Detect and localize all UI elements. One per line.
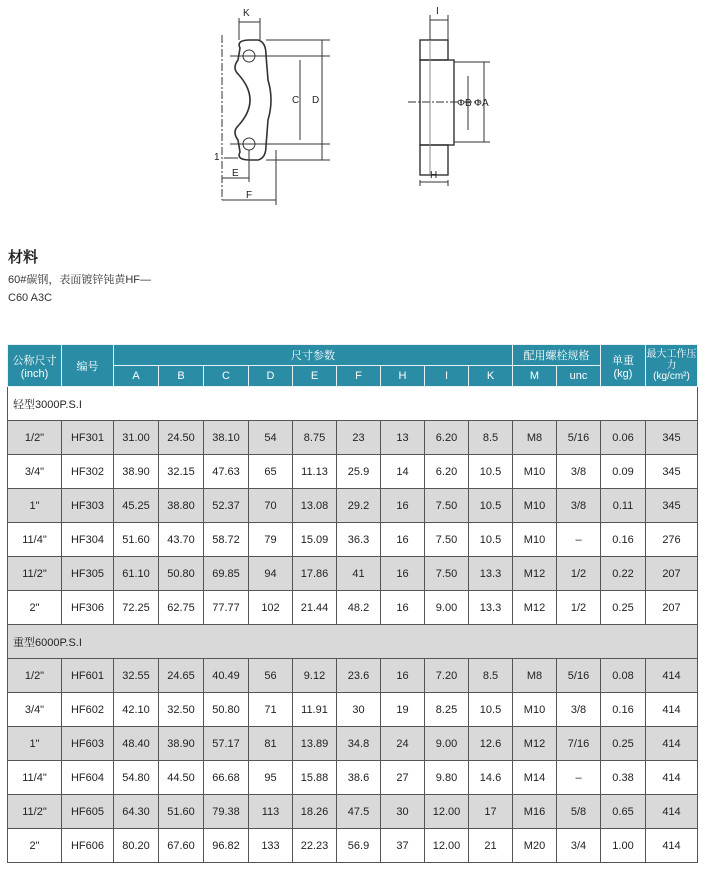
table-cell: 79 [249, 523, 293, 557]
table-cell: 0.08 [601, 659, 646, 693]
table-cell: 345 [646, 421, 698, 455]
table-cell: 0.16 [601, 523, 646, 557]
table-cell: HF305 [62, 557, 114, 591]
table-cell: 22.23 [293, 829, 337, 863]
table-cell: 44.50 [159, 761, 204, 795]
table-cell: 0.11 [601, 489, 646, 523]
table-cell: 8.75 [293, 421, 337, 455]
table-cell: 8.5 [469, 421, 513, 455]
table-cell: M12 [513, 557, 557, 591]
table-cell: 12.00 [425, 795, 469, 829]
table-cell: 66.68 [204, 761, 249, 795]
table-cell: 71 [249, 693, 293, 727]
table-cell: 207 [646, 557, 698, 591]
table-cell: – [557, 523, 601, 557]
table-cell: 276 [646, 523, 698, 557]
table-cell: M8 [513, 659, 557, 693]
table-cell: 1" [8, 489, 62, 523]
spec-table-body [8, 387, 698, 863]
table-cell: 1.00 [601, 829, 646, 863]
table-cell: 81 [249, 727, 293, 761]
table-cell: 0.38 [601, 761, 646, 795]
header-code: 编号 [62, 345, 114, 387]
dim-label-i: I [436, 6, 439, 17]
table-cell: HF604 [62, 761, 114, 795]
table-cell: 23 [337, 421, 381, 455]
table-cell: HF302 [62, 455, 114, 489]
table-cell: 414 [646, 727, 698, 761]
table-cell: 50.80 [159, 557, 204, 591]
table-cell: 11.91 [293, 693, 337, 727]
table-cell: 57.17 [204, 727, 249, 761]
table-row [8, 829, 698, 863]
table-cell: 17.86 [293, 557, 337, 591]
table-cell: 79.38 [204, 795, 249, 829]
table-cell: 32.55 [114, 659, 159, 693]
table-cell: 7.20 [425, 659, 469, 693]
table-cell: – [557, 761, 601, 795]
table-cell: 30 [337, 693, 381, 727]
table-cell: 16 [381, 659, 425, 693]
section-row [8, 625, 698, 659]
table-cell: HF605 [62, 795, 114, 829]
table-cell: M12 [513, 591, 557, 625]
table-cell: HF606 [62, 829, 114, 863]
table-cell: 2" [8, 829, 62, 863]
material-line-1: 60#碳钢，表面镀锌钝黄HF— [8, 274, 152, 286]
table-cell: 17 [469, 795, 513, 829]
table-cell: 8.25 [425, 693, 469, 727]
table-cell: 51.60 [159, 795, 204, 829]
table-cell: 207 [646, 591, 698, 625]
table-cell: 47.5 [337, 795, 381, 829]
table-cell: 11/2" [8, 795, 62, 829]
table-cell: 62.75 [159, 591, 204, 625]
table-cell: M14 [513, 761, 557, 795]
subheader-unc: unc [557, 366, 601, 387]
table-cell: 0.25 [601, 591, 646, 625]
dim-label-d: D [312, 95, 320, 106]
table-cell: 7/16 [557, 727, 601, 761]
table-row [8, 557, 698, 591]
table-cell: 14.6 [469, 761, 513, 795]
table-cell: 48.2 [337, 591, 381, 625]
table-cell: 15.09 [293, 523, 337, 557]
table-cell: M10 [513, 523, 557, 557]
table-cell: 21.44 [293, 591, 337, 625]
table-cell: 414 [646, 795, 698, 829]
table-row [8, 795, 698, 829]
table-cell: 16 [381, 489, 425, 523]
table-cell: 12.6 [469, 727, 513, 761]
table-cell: 414 [646, 829, 698, 863]
table-cell: 29.2 [337, 489, 381, 523]
table-cell: 24.50 [159, 421, 204, 455]
table-cell: 94 [249, 557, 293, 591]
table-cell: HF601 [62, 659, 114, 693]
section-label: 重型6000P.S.I [8, 625, 698, 659]
table-cell: 67.60 [159, 829, 204, 863]
table-cell: 34.8 [337, 727, 381, 761]
table-cell: 96.82 [204, 829, 249, 863]
table-cell: 12.00 [425, 829, 469, 863]
table-cell: 10.5 [469, 693, 513, 727]
table-cell: 1/2" [8, 421, 62, 455]
table-cell: 102 [249, 591, 293, 625]
table-cell: 345 [646, 455, 698, 489]
table-cell: 37 [381, 829, 425, 863]
table-cell: 3/4" [8, 455, 62, 489]
subheader-f: F [337, 366, 381, 387]
table-cell: 58.72 [204, 523, 249, 557]
subheader-k: K [469, 366, 513, 387]
table-cell: 0.06 [601, 421, 646, 455]
table-cell: 52.37 [204, 489, 249, 523]
table-cell: 1/2 [557, 557, 601, 591]
table-cell: 10.5 [469, 455, 513, 489]
section-row [8, 387, 698, 421]
header-dims: 尺寸参数 [114, 345, 513, 366]
table-cell: HF301 [62, 421, 114, 455]
table-cell: 21 [469, 829, 513, 863]
table-cell: 38.90 [159, 727, 204, 761]
table-cell: 72.25 [114, 591, 159, 625]
dim-label-1: 1 [214, 152, 220, 163]
material-title: 材料 [8, 249, 39, 266]
table-cell: 13.3 [469, 591, 513, 625]
table-cell: 31.00 [114, 421, 159, 455]
table-cell: 19 [381, 693, 425, 727]
table-cell: 24 [381, 727, 425, 761]
table-cell: 3/4 [557, 829, 601, 863]
table-cell: 38.80 [159, 489, 204, 523]
table-cell: M16 [513, 795, 557, 829]
table-cell: 80.20 [114, 829, 159, 863]
table-cell: 95 [249, 761, 293, 795]
table-cell: 113 [249, 795, 293, 829]
subheader-a: A [114, 366, 159, 387]
table-cell: 51.60 [114, 523, 159, 557]
table-cell: 54.80 [114, 761, 159, 795]
subheader-e: E [293, 366, 337, 387]
table-cell: 27 [381, 761, 425, 795]
table-cell: 13.08 [293, 489, 337, 523]
table-cell: 13.3 [469, 557, 513, 591]
table-cell: 36.3 [337, 523, 381, 557]
table-cell: 1/2 [557, 591, 601, 625]
table-cell: 1/2" [8, 659, 62, 693]
table-cell: 32.15 [159, 455, 204, 489]
table-cell: HF602 [62, 693, 114, 727]
table-cell: 5/8 [557, 795, 601, 829]
table-cell: 8.5 [469, 659, 513, 693]
dim-label-f: F [246, 190, 253, 201]
table-cell: HF603 [62, 727, 114, 761]
dim-label-phi-a: ΦA [474, 98, 489, 109]
table-cell: 65 [249, 455, 293, 489]
table-row [8, 455, 698, 489]
table-cell: 11/4" [8, 523, 62, 557]
table-cell: 133 [249, 829, 293, 863]
table-cell: 54 [249, 421, 293, 455]
table-cell: 16 [381, 523, 425, 557]
table-cell: 45.25 [114, 489, 159, 523]
table-cell: 47.63 [204, 455, 249, 489]
table-cell: 15.88 [293, 761, 337, 795]
table-cell: 0.25 [601, 727, 646, 761]
table-cell: 10.5 [469, 489, 513, 523]
table-row [8, 489, 698, 523]
table-cell: 6.20 [425, 455, 469, 489]
table-row [8, 727, 698, 761]
subheader-d: D [249, 366, 293, 387]
subheader-b: B [159, 366, 204, 387]
table-cell: 1" [8, 727, 62, 761]
table-cell: 7.50 [425, 523, 469, 557]
table-cell: 2" [8, 591, 62, 625]
dim-label-k: K [243, 8, 250, 19]
table-cell: 9.12 [293, 659, 337, 693]
table-cell: 414 [646, 761, 698, 795]
table-cell: HF303 [62, 489, 114, 523]
table-cell: 0.65 [601, 795, 646, 829]
subheader-c: C [204, 366, 249, 387]
table-cell: 61.10 [114, 557, 159, 591]
table-cell: 414 [646, 693, 698, 727]
header-weight: 单重 (kg) [601, 345, 646, 387]
table-cell: 6.20 [425, 421, 469, 455]
table-cell: 23.6 [337, 659, 381, 693]
table-cell: 18.26 [293, 795, 337, 829]
table-cell: 38.6 [337, 761, 381, 795]
table-cell: 40.49 [204, 659, 249, 693]
table-cell: 32.50 [159, 693, 204, 727]
table-row [8, 523, 698, 557]
table-cell: 48.40 [114, 727, 159, 761]
table-cell: 9.00 [425, 727, 469, 761]
table-cell: M10 [513, 489, 557, 523]
table-cell: 24.65 [159, 659, 204, 693]
subheader-m: M [513, 366, 557, 387]
table-cell: 3/8 [557, 489, 601, 523]
table-cell: 11/2" [8, 557, 62, 591]
table-cell: M20 [513, 829, 557, 863]
table-cell: 50.80 [204, 693, 249, 727]
table-cell: 13.89 [293, 727, 337, 761]
dim-label-c: C [292, 95, 300, 106]
section-label: 轻型3000P.S.I [8, 387, 698, 421]
flange-drawing [0, 0, 710, 215]
subheader-h: H [381, 366, 425, 387]
table-row [8, 761, 698, 795]
table-cell: 77.77 [204, 591, 249, 625]
table-cell: 7.50 [425, 557, 469, 591]
table-cell: M10 [513, 693, 557, 727]
table-cell: 25.9 [337, 455, 381, 489]
header-bolt: 配用螺栓规格 [513, 345, 601, 366]
table-cell: 345 [646, 489, 698, 523]
table-cell: HF304 [62, 523, 114, 557]
dim-label-e: E [232, 168, 239, 179]
table-row [8, 693, 698, 727]
table-cell: 5/16 [557, 421, 601, 455]
table-cell: 0.09 [601, 455, 646, 489]
table-cell: HF306 [62, 591, 114, 625]
table-cell: M8 [513, 421, 557, 455]
header-size: 公称尺寸 (inch) [8, 345, 62, 387]
header-pressure: 最大工作压力 (kg/cm²) [646, 345, 698, 387]
table-cell: 10.5 [469, 523, 513, 557]
table-cell: 16 [381, 591, 425, 625]
table-cell: 56 [249, 659, 293, 693]
spec-table [7, 344, 698, 863]
table-cell: 11.13 [293, 455, 337, 489]
table-row [8, 421, 698, 455]
table-cell: 64.30 [114, 795, 159, 829]
table-cell: 3/8 [557, 455, 601, 489]
table-cell: 13 [381, 421, 425, 455]
table-row [8, 659, 698, 693]
table-cell: 69.85 [204, 557, 249, 591]
table-cell: 11/4" [8, 761, 62, 795]
table-cell: 42.10 [114, 693, 159, 727]
table-cell: 0.22 [601, 557, 646, 591]
table-cell: 414 [646, 659, 698, 693]
table-cell: 7.50 [425, 489, 469, 523]
table-cell: 5/16 [557, 659, 601, 693]
table-cell: 70 [249, 489, 293, 523]
table-cell: 38.10 [204, 421, 249, 455]
subheader-i: I [425, 366, 469, 387]
table-cell: 3/4" [8, 693, 62, 727]
dim-label-h: H [430, 170, 438, 181]
table-cell: 56.9 [337, 829, 381, 863]
table-cell: 3/8 [557, 693, 601, 727]
table-row [8, 591, 698, 625]
dim-label-phi-b: ΦB [457, 98, 472, 109]
table-cell: 9.00 [425, 591, 469, 625]
material-line-2: C60 A3C [8, 292, 53, 304]
table-cell: M12 [513, 727, 557, 761]
table-cell: 43.70 [159, 523, 204, 557]
table-cell: 41 [337, 557, 381, 591]
table-cell: 14 [381, 455, 425, 489]
table-cell: 30 [381, 795, 425, 829]
table-cell: 16 [381, 557, 425, 591]
table-cell: 0.16 [601, 693, 646, 727]
table-cell: 9.80 [425, 761, 469, 795]
table-cell: M10 [513, 455, 557, 489]
table-cell: 38.90 [114, 455, 159, 489]
